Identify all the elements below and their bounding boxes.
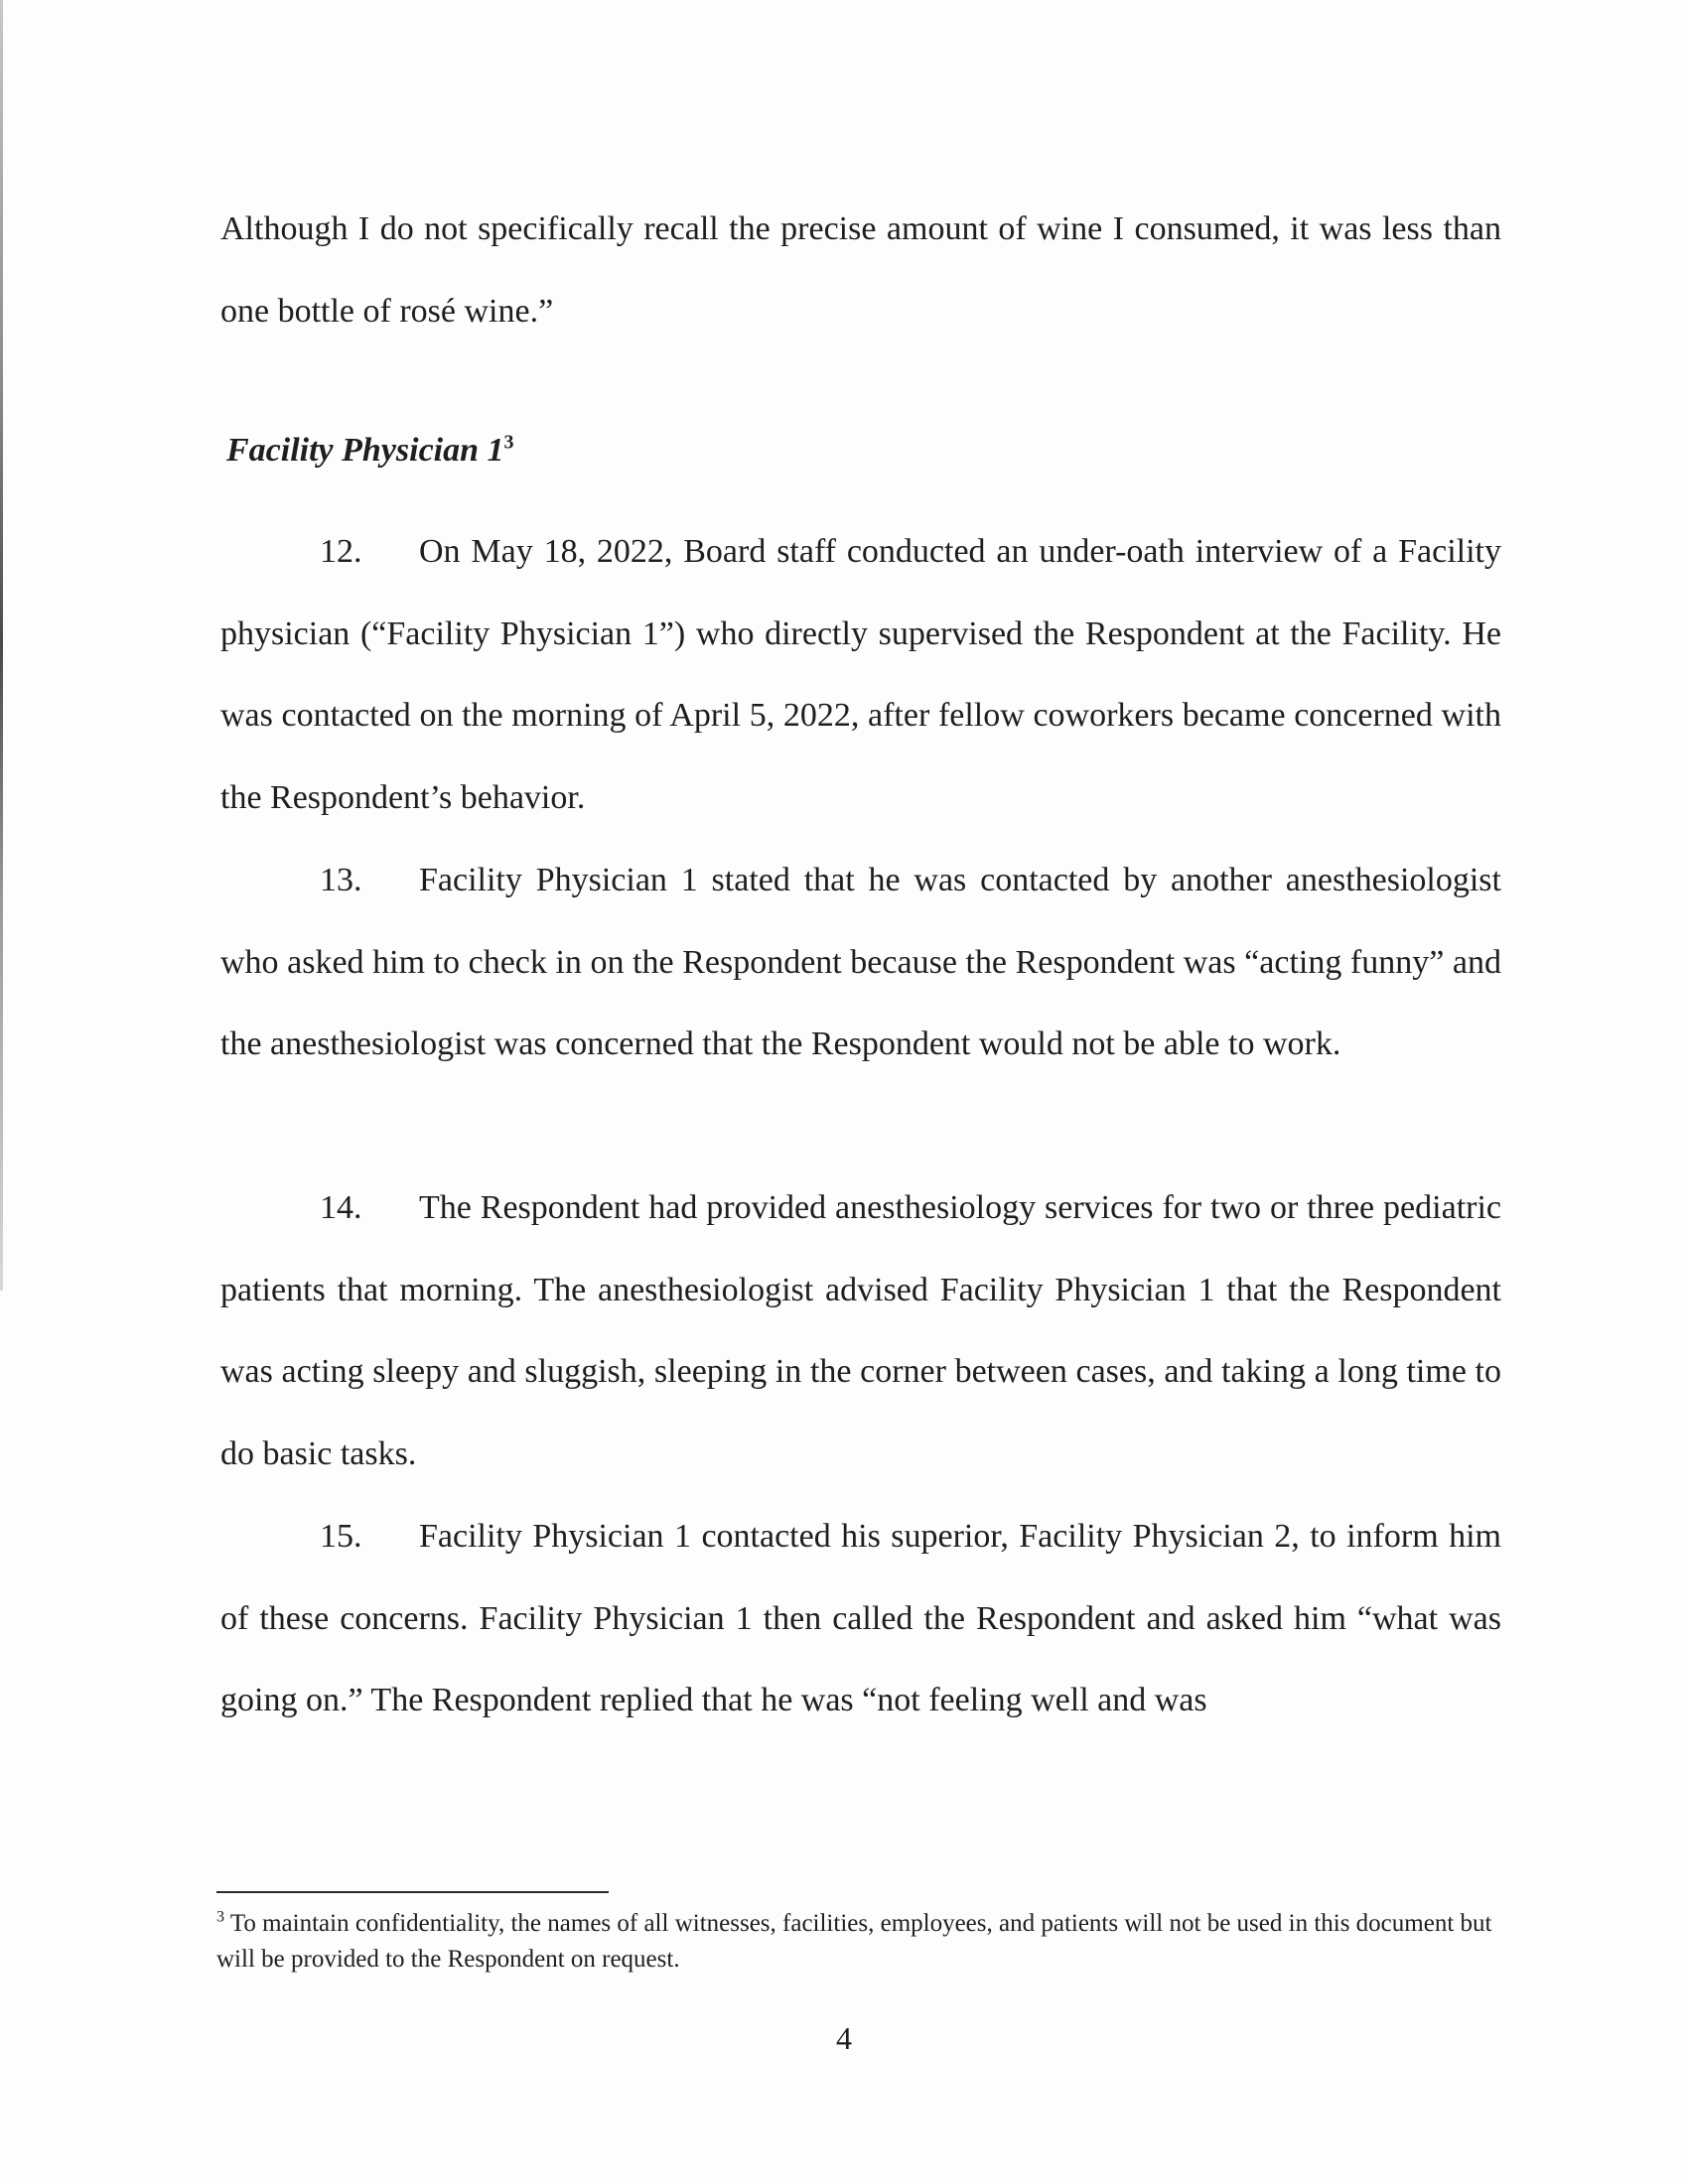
paragraph-number-14: 14.: [320, 1189, 362, 1226]
footnote-marker: 3: [216, 1908, 224, 1926]
continuation-paragraph: Although I do not specifically recall the precise amount of wine I consumed, it was less than one bottle of rosé wine.”: [220, 210, 1501, 330]
paragraph-13: [220, 840, 1501, 1086]
section-heading-text: Facility Physician 1: [226, 432, 504, 469]
footnote-text: To maintain confidentiality, the names of all witnesses, facilities, employees, and patients will not be used in this document but will be provided to the Respondent on request.: [216, 1910, 1492, 1973]
section-heading: [226, 432, 514, 470]
paragraph-text-15: Facility Physician 1 contacted his superior, Facility Physician 2, to inform him of these concerns. Facility Physician 1 then called the Respondent and asked him “what was going on.” The Respondent replied that he was “not feeling well and was: [220, 1518, 1501, 1718]
paragraph-15: [220, 1496, 1501, 1742]
footnote-divider: [216, 1891, 609, 1893]
paragraph-text-13: Facility Physician 1 stated that he was contacted by another anesthesiologist who asked him to check in on the Respondent because the Respondent was “acting funny” and the anesthesiologist was concerned that the Respondent would not be able to work.: [220, 862, 1501, 1062]
paragraph-indent: [220, 1189, 320, 1226]
paragraph-14: [220, 1167, 1501, 1495]
page-number: 4: [836, 2020, 852, 2056]
paragraph-number-12: 12.: [320, 533, 362, 570]
paragraph-text-14: The Respondent had provided anesthesiology services for two or three pediatric patients that morning. The anesthesiologist advised Facility Physician 1 that the Respondent was acting sleepy and sluggish, sleeping in the corner between cases, and taking a long time to do basic tasks.: [220, 1189, 1501, 1472]
footnote-reference: 3: [503, 431, 514, 454]
paragraph-number-13: 13.: [320, 862, 362, 898]
paragraph-12: [220, 511, 1501, 839]
paragraph-number: [220, 533, 320, 570]
paragraph-text-12: On May 18, 2022, Board staff conducted an under-oath interview of a Facility physician (“Facility Physician 1”) who directly supervised the Respondent at the Facility. He was contacted on the morning of April 5, 2022, after fellow coworkers became concerned with the Respondent’s behavior.: [220, 533, 1501, 816]
scan-edge-shadow: [0, 0, 3, 1291]
paragraph-number-15: 15.: [320, 1518, 362, 1555]
paragraph-indent: [220, 862, 320, 898]
paragraph-indent: [220, 1518, 320, 1555]
footnote: [216, 1906, 1497, 1978]
